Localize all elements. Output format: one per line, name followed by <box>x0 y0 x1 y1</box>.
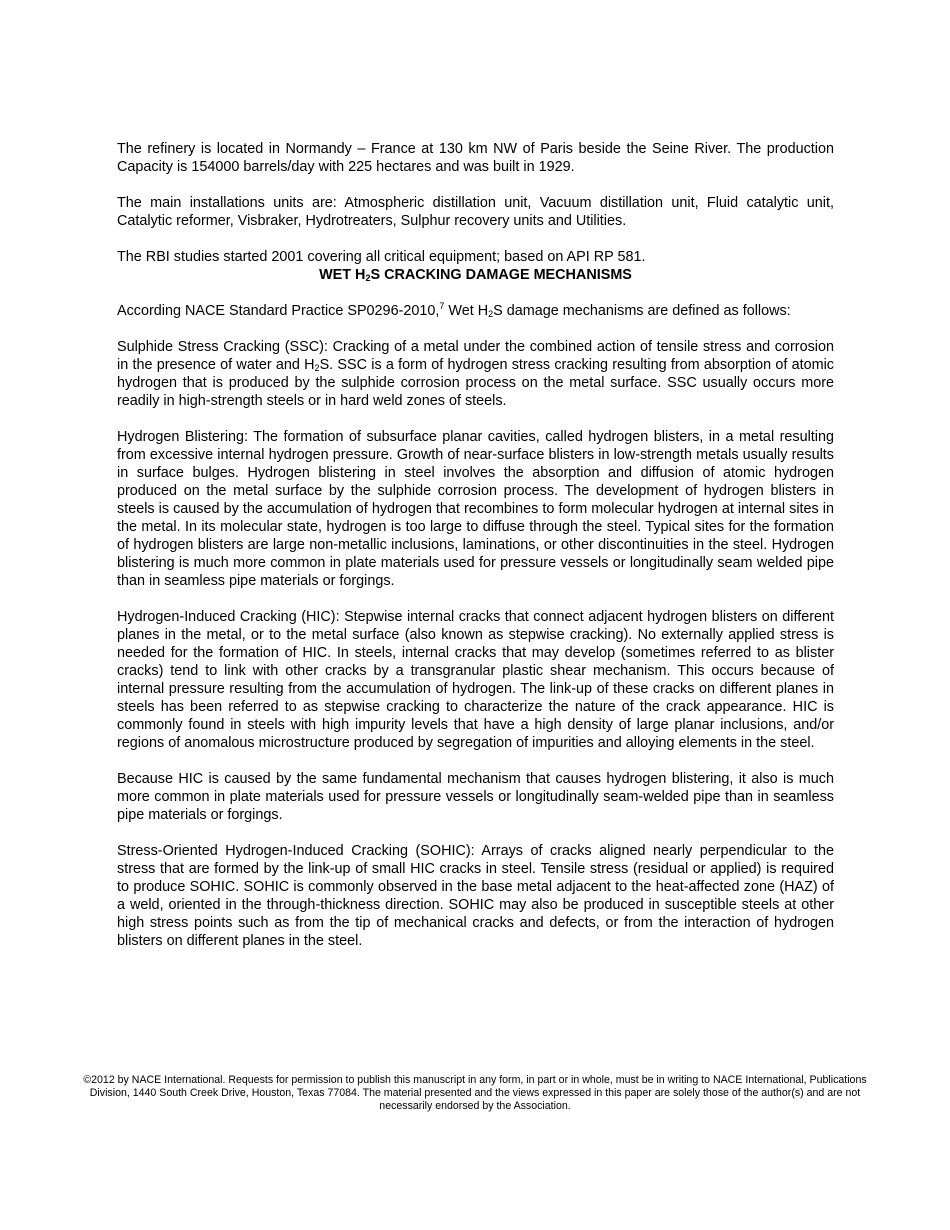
ssc-part1: Sulphide Stress Cracking (SSC): Cracking of a metal under the combined action of tensile stress and corrosion in the presence of water and H <box>117 339 834 373</box>
heading-subscript: 2 <box>365 273 371 283</box>
paragraph-installation-units: The main installations units are: Atmospheric distillation unit, Vacuum distillation unit, Fluid catalytic unit, Catalytic reformer, Visbraker, Hydrotreaters, Sulphur recovery units and Utilities. <box>117 195 834 229</box>
paragraph-sohic: Stress-Oriented Hydrogen-Induced Cracking (SOHIC): Arrays of cracks aligned nearly perpendicular to the stress that are formed by the link-up of small HIC cracks in steel. Tensile stress (residual or applied) is required to produce SOHIC. SOHIC is commonly observed in the base metal adjacent to the heat-affected zone (HAZ) of a weld, oriented in the through-thickness direction. SOHIC may also be produced in susceptible steels at other high stress points such as from the tip of mechanical cracks and defects, or from the interaction of hydrogen blisters on different planes in the steel. <box>117 843 834 949</box>
intro-part2: Wet H <box>444 303 489 319</box>
paragraph-hydrogen-blistering: Hydrogen Blistering: The formation of subsurface planar cavities, called hydrogen blisters, in a metal resulting from excessive internal hydrogen pressure. Growth of near-surface blisters in low-strength metals usually results in surface bulges. Hydrogen blistering in steel involves the absorption and diffusion of atomic hydrogen produced on the metal surface by the sulphide corrosion process. The development of hydrogen blisters in steels is caused by the accumulation of hydrogen that recombines to form molecular hydrogen at internal sites in the metal. In its molecular state, hydrogen is too large to diffuse through the steel. Typical sites for the formation of hydrogen blisters are large non-metallic inclusions, laminations, or other discontinuities in the steel. Hydrogen blistering is much more common in plate materials used for pressure vessels or longitudinally seam welded pipe than in seamless pipe materials or forgings. <box>117 429 834 589</box>
paragraph-hic: Hydrogen-Induced Cracking (HIC): Stepwise internal cracks that connect adjacent hydrogen blisters on different planes in the metal, or to the metal surface (also known as stepwise cracking). No externally applied stress is needed for the formation of HIC. In steels, internal cracks that may develop (sometimes referred to as blister cracks) tend to link with other cracks by a transgranular plastic shear mechanism. This occurs because of internal pressure resulting from the accumulation of hydrogen. The link-up of these cracks on different planes in steels has been referred to as stepwise cracking to characterize the nature of the crack appearance. HIC is commonly found in steels with high impurity levels that have a high density of large planar inclusions, and/or regions of anomalous microstructure produced by segregation of impurities and alloying elements in the steel. <box>117 609 834 751</box>
paragraph-refinery-location: The refinery is located in Normandy – France at 130 km NW of Paris beside the Seine River. The production Capacity is 154000 barrels/day with 225 hectares and was built in 1929. <box>117 141 834 175</box>
reference-superscript: 7 <box>439 301 445 311</box>
paragraph-ssc <box>117 338 834 410</box>
intro-subscript: 2 <box>488 309 494 319</box>
section-heading <box>117 266 834 284</box>
intro-part3: S damage mechanisms are defined as follows: <box>493 303 791 319</box>
intro-part1: According NACE Standard Practice SP0296-2010, <box>117 303 440 319</box>
document-body <box>117 140 834 950</box>
heading-part1: WET H <box>319 267 366 283</box>
heading-part2: S CRACKING DAMAGE MECHANISMS <box>370 267 632 283</box>
paragraph-intro <box>117 302 834 320</box>
paragraph-rbi-studies: The RBI studies started 2001 covering all critical equipment; based on API RP 581. <box>117 249 646 265</box>
copyright-footer: ©2012 by NACE International. Requests for permission to publish this manuscript in any form, in part or in whole, must be in writing to NACE International, Publications Division, 1440 South Creek Drive, Houston, Texas 77084. The material presented and the views expressed in this paper are solely those of the author(s) and are not necessarily endorsed by the Association. <box>83 1074 867 1113</box>
ssc-part2: S. SSC is a form of hydrogen stress cracking resulting from absorption of atomic hydrogen that is produced by the sulphide corrosion process on the metal surface. SSC usually occurs more readily in high-strength steels or in hard weld zones of steels. <box>117 357 834 409</box>
paragraph-hic-note: Because HIC is caused by the same fundamental mechanism that causes hydrogen blistering, it also is much more common in plate materials used for pressure vessels or longitudinally seam-welded pipe than in seamless pipe materials or forgings. <box>117 771 834 823</box>
ssc-subscript: 2 <box>314 363 320 373</box>
